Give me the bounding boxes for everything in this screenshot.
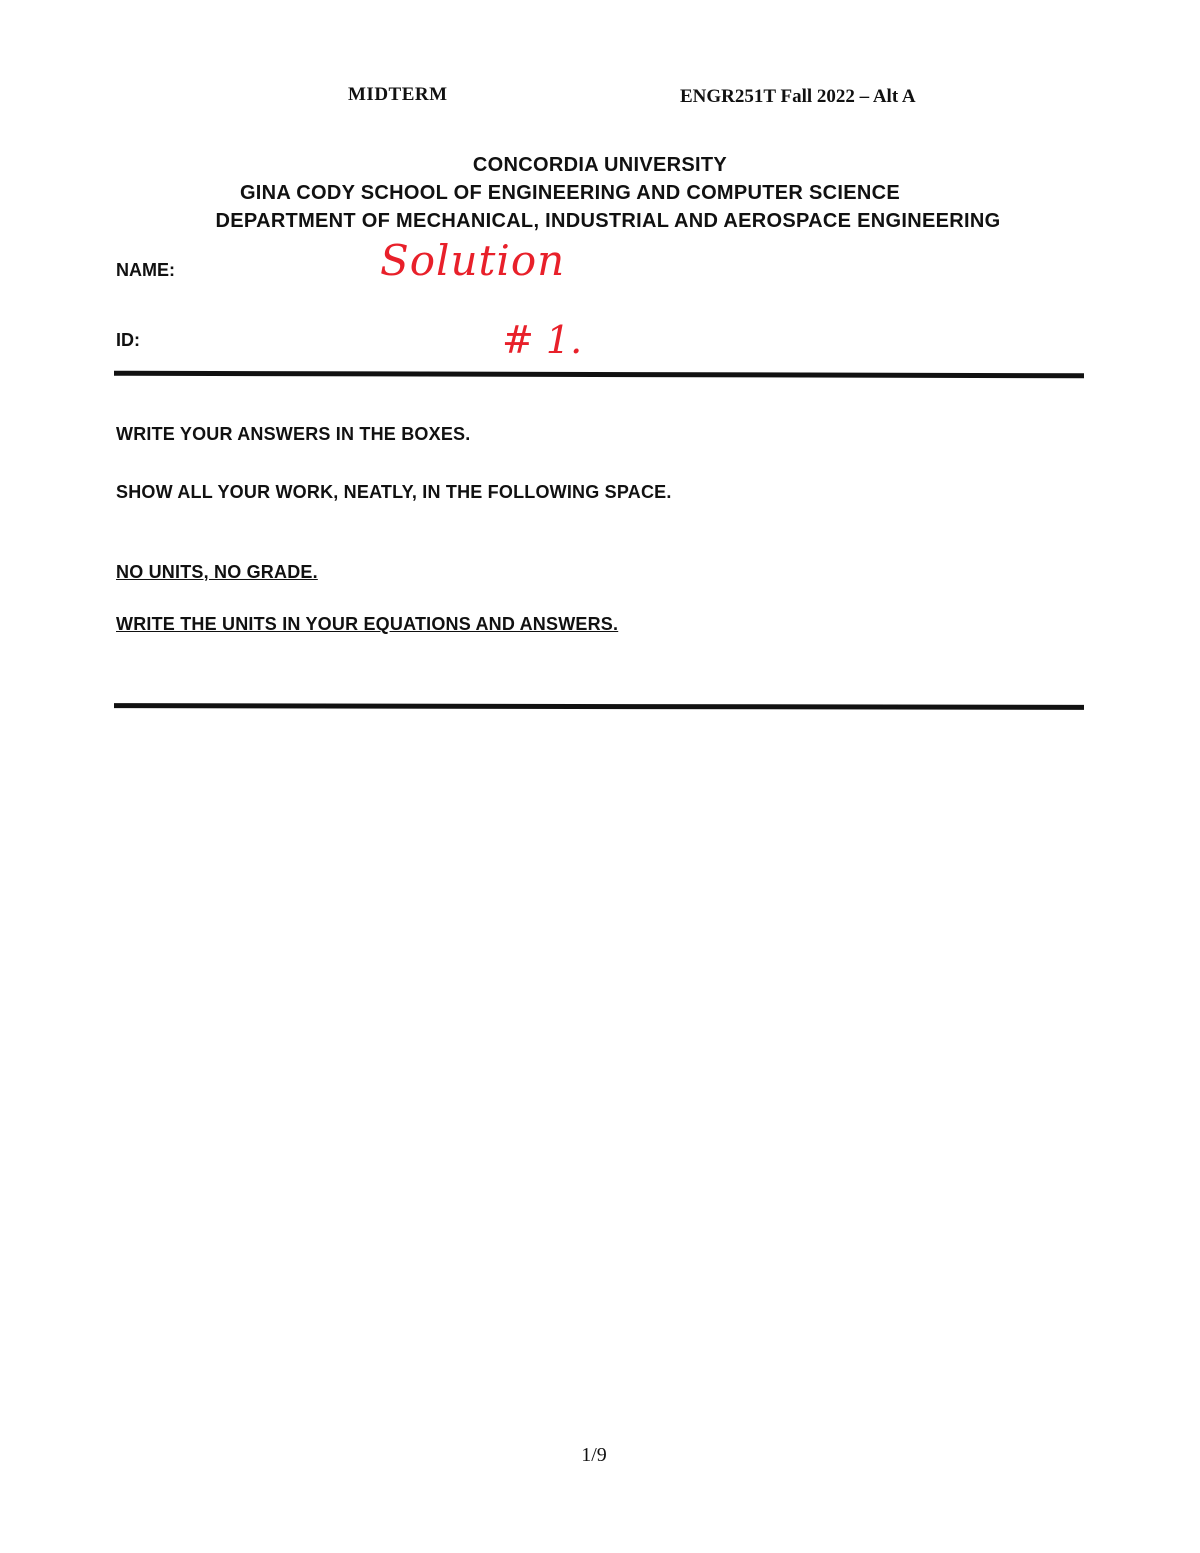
instruction-write-units: WRITE THE UNITS IN YOUR EQUATIONS AND ANSWERS. xyxy=(116,614,619,634)
name-label: NAME: xyxy=(116,260,175,280)
page-number: 1/9 xyxy=(581,1444,607,1466)
instruction-no-units-no-grade: NO UNITS, NO GRADE. xyxy=(116,562,318,582)
instruction-answers-in-boxes: WRITE YOUR ANSWERS IN THE BOXES. xyxy=(116,424,471,444)
instruction-show-work: SHOW ALL YOUR WORK, NEATLY, IN THE FOLLOWING SPACE. xyxy=(116,482,672,502)
name-handwritten-value: Solution xyxy=(380,236,566,285)
course-code: ENGR251T Fall 2022 – Alt A xyxy=(680,86,916,107)
school-name: GINA CODY SCHOOL OF ENGINEERING AND COMPUTER SCIENCE xyxy=(239,182,901,204)
exam-type: MIDTERM xyxy=(348,84,448,105)
id-handwritten-value: # 1. xyxy=(502,318,583,362)
top-divider xyxy=(114,371,1084,379)
university-name: CONCORDIA UNIVERSITY xyxy=(472,154,728,176)
department-name: DEPARTMENT OF MECHANICAL, INDUSTRIAL AND AEROSPACE ENGINEERING xyxy=(215,210,1001,232)
bottom-divider xyxy=(114,703,1084,710)
id-label: ID: xyxy=(116,330,140,350)
